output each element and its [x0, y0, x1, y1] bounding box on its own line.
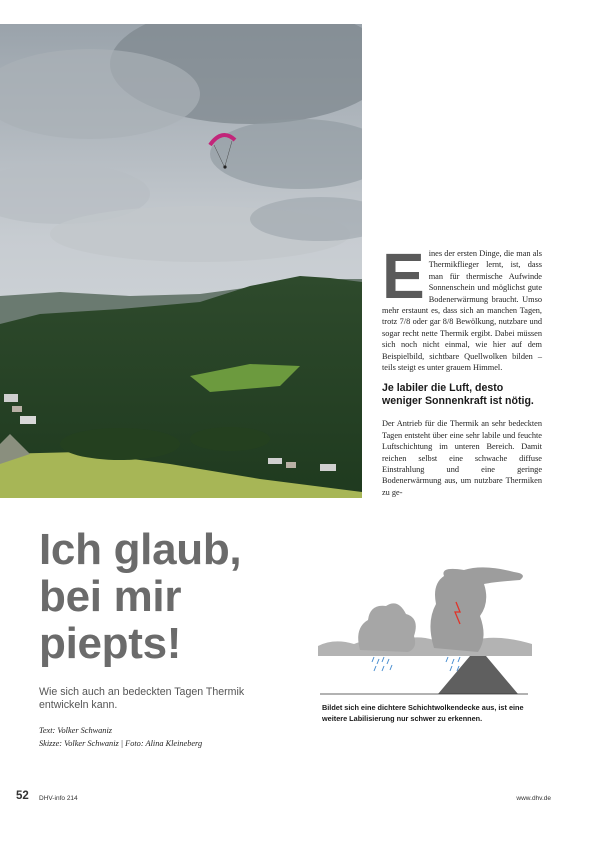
magazine-name: DHV-info 214 [39, 795, 78, 802]
headline [39, 526, 319, 667]
intro-paragraph [382, 240, 542, 373]
page-number: 52 [16, 790, 29, 802]
headline-line-1: Ich glaub, [39, 525, 242, 574]
paraglider-landscape-photo [0, 24, 362, 498]
sketch-photo-credit: Skizze: Volker Schwaniz | Foto: Alina Kleineberg [39, 739, 203, 748]
text-credit: Text: Volker Schwaniz [39, 726, 112, 735]
intro-text: ines der ersten Dinge, die man als Thermikflieger lernt, ist, dass man für thermische Aufwinde Sonnenschein und möglichst gute Bodenerwärmung braucht. Umso mehr erstaunt es, dass sich an manchen Tagen, trotz 7/8 oder gar 8/8 Bewölkung, nutzbare und sogar recht nette Thermik ergibt. Dabei müssen sich noch nicht einmal, wie hier auf dem Beispielbild, sichtbare Quellwolken bilden – teils steigt es unter grauem Himmel. [382, 249, 542, 373]
mountain [438, 656, 518, 694]
stratus-layer [318, 637, 532, 656]
second-paragraph: Der Antrieb für die Thermik an sehr bedeckten Tagen entsteht über eine sehr labile und feuchte Luftschichtung im unteren Bereich. Damit reichen selbst eine schwache diffuse Einstrahlung und eine geringe Bodenerwärmung aus, um nutzbare Thermiken zu ge- [382, 419, 542, 497]
subheading: Je labiler die Luft, desto weniger Sonnenkraft ist nötig. [382, 382, 534, 407]
website-url: www.dhv.de [516, 795, 551, 802]
headline-line-3: piepts! [39, 619, 182, 668]
lead-text: Wie sich auch an bedeckten Tagen Thermik entwickeln kann. [39, 686, 245, 711]
cumulus-cloud [358, 603, 416, 652]
headline-line-2: bei mir [39, 572, 182, 621]
article-body [382, 240, 542, 498]
rain-left [372, 657, 392, 671]
sketch-caption: Bildet sich eine dichtere Schichtwolkendecke aus, ist eine weitere Labilisierung nur schwer zu erkennen. [322, 703, 524, 724]
rain-right [446, 657, 460, 671]
dropcap: E [382, 240, 425, 312]
thermal-sketch [314, 562, 534, 700]
